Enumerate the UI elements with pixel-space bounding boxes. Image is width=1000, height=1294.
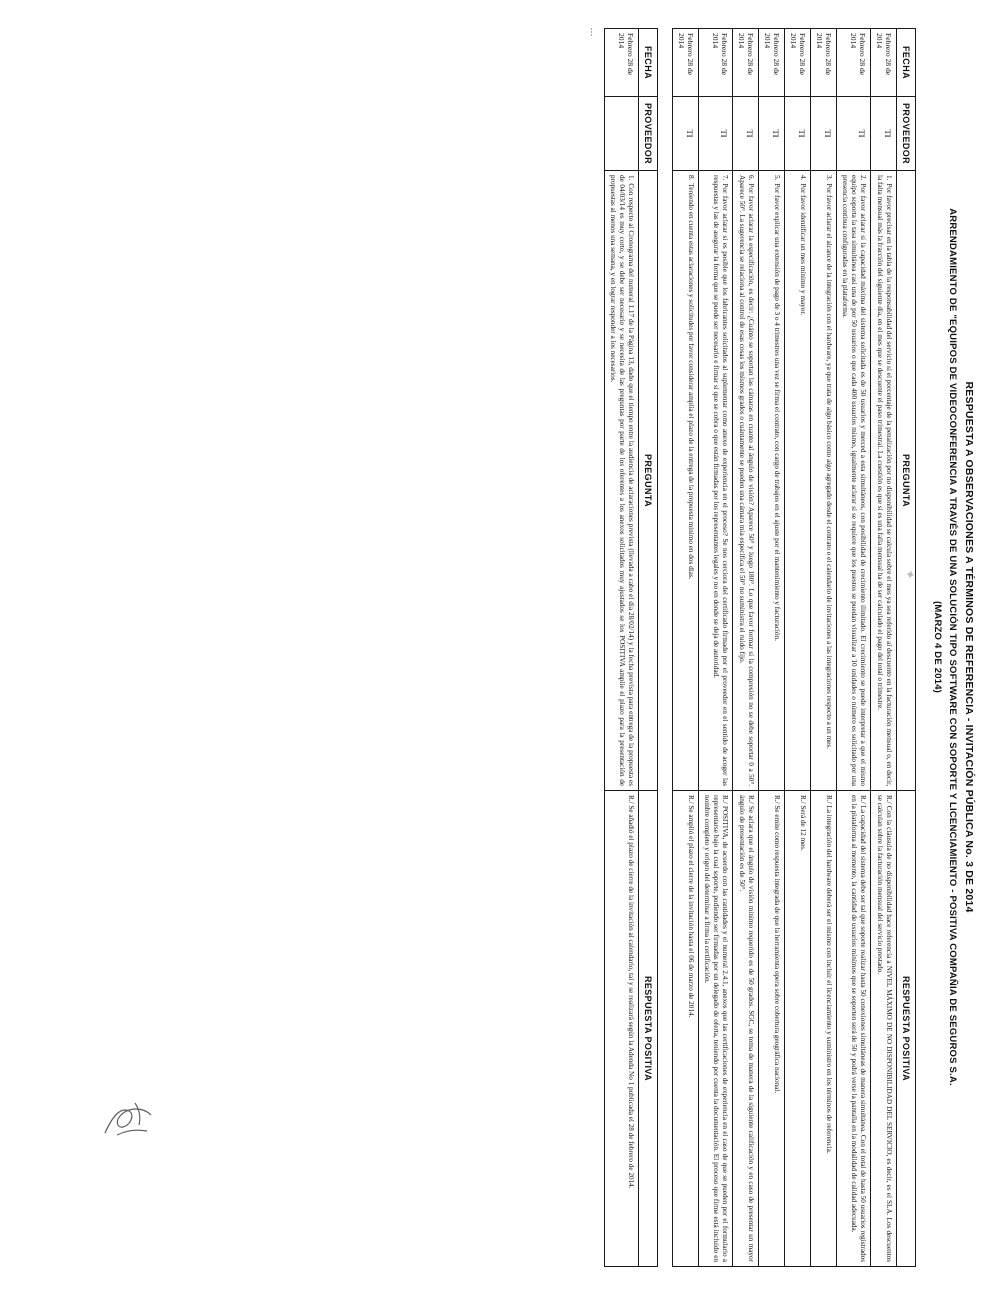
question-text: Con respecto al Cronograma del numeral 1.17 de la Página 13, dado que el tiempo entre la audiencia de aclaraciones prevista (llevada a cabo el día 28/02/14) y la fecha prevista para entrega de la propuesta es de 04/03/14 es muy corto, y se debe ser necesario y se necesita de las preguntas por parte de los oferentes a los anexos solicitados muy ajustados se los POSITIVA amplíe el plazo para la presentación de propuestas al menos una semana, y en lograr responder a los necesarios. [609, 175, 636, 786]
question-text: Teniendo en cuenta estas aclaraciones y solicitudes por favor considerar amplia el plazo de la entrega de la propuesta mínimo en dos días. [687, 183, 696, 580]
document-sheet [24, 28, 982, 1266]
questions-answers-table [672, 28, 916, 1267]
table-row [811, 29, 837, 1267]
column-header-respuesta-2: RESPUESTA POSITIVA [639, 791, 658, 1267]
cell-respuesta: R./ Se aclara que el ángulo de visión mínimo requerido es de 50 grados. SGC, se toma de manera de la siguiente calificación y en caso de presentar un mayor ángulo de presentación es de 50°. [733, 791, 759, 1267]
table-row [759, 29, 785, 1267]
cell-fecha: Febrero 28 de 2014 [837, 29, 871, 97]
cell-fecha: Febrero 28 de 2014 [733, 29, 759, 97]
table-row [699, 29, 733, 1267]
question-text: Por favor aclarar si la capacidad máxima del sistema solicitada es de 50 usuarios y merced a esta simultáneos, con posibilidad de crecimiento ilimitado. El crecimiento se puede interpretar a que el mismo equipo soporta la tasa simultánea casi una de por 50 usuarios o que cada 400 usuarios mismo, igualmente aclarar si se requiere que los puestos se puedan visualizar a 10 unidades o número es solicitado por una presencia continua configuradas en la plataforma. [841, 175, 868, 786]
cell-fecha: Febrero 28 de 2014 [673, 29, 699, 97]
question-text: Por favor precisar en la tabla de la responsabilidad del servicio si el porcentaje de la penalización por no disponibilidad se calcula sobre el mes ya sea referido al descuento en la facturación mensual o, en decir, la falta mensual más la fracción del siguiente día, en el mes que se descuente el paso trimestral. La cuestión es que si es una falla mensual ha de ser calculado el pago del total o trimestre. [876, 175, 894, 786]
questions-answers-table-second [604, 28, 658, 1267]
cell-respuesta: R./ Se emite como respuesta integrada de que la herramienta opera sobre cobertura geográfica nacional. [759, 791, 785, 1267]
table-row [837, 29, 871, 1267]
footer-note: ... [589, 28, 599, 37]
question-number: 1. [627, 175, 636, 181]
column-header-fecha-2: FECHA [639, 29, 658, 97]
table-row [871, 29, 897, 1267]
question-number: 6. [747, 175, 756, 181]
document-title-line-1: RESPUESTA A OBSERVACIONES A TÉRMINOS DE REFERENCIA - INVITACIÓN PÚBLICA No. 3 DE 2014 [963, 381, 975, 913]
question-text: Por favor aclarar el alcance de la integración con el hardware, ya que trata de algo básico como algo agregado desde el contrato o el calendario de invitaciones a las integraciones respecto a un mes. [825, 183, 834, 749]
cell-proveedor: TI [871, 97, 897, 171]
column-header-pregunta: PREGUNTA [897, 171, 916, 791]
question-number: 3. [825, 175, 834, 181]
cell-pregunta [759, 171, 785, 791]
cell-pregunta [811, 171, 837, 791]
cell-respuesta: R./ Con la cláusula de no disponibilidad hace referencia a NIVEL MÁXIMO DE NO DISPONIBILIDAD DEL SERVICIO, es decir, es el SLA. Los descuentos se calculan sobre la facturación mensual del servicio prestado. [871, 791, 897, 1267]
handwritten-signature [95, 1085, 165, 1145]
cell-fecha: Febrero 28 de 2014 [785, 29, 811, 97]
cell-pregunta [837, 171, 871, 791]
cell-fecha: Febrero 28 de 2014 [699, 29, 733, 97]
question-text: Por favor identificar un mes mínimo y mayor. [799, 183, 808, 316]
column-header-proveedor-2: PROVEEDOR [639, 97, 658, 171]
document-title-block [930, 28, 982, 1266]
question-number: 1. [885, 175, 894, 181]
table-row [785, 29, 811, 1267]
cell-pregunta [605, 171, 639, 791]
question-text: Por favor explicar una extensión de pago de 3 o 4 trimestres una vez se firma el contrato, con cargo de trabajos en el ajuste por el mantenimiento y facturación. [773, 183, 782, 641]
cell-pregunta [733, 171, 759, 791]
cell-fecha: Febrero 28 de 2014 [759, 29, 785, 97]
cell-proveedor: TI [785, 97, 811, 171]
question-number: 8. [687, 175, 696, 181]
cell-fecha: Febrero 28 de 2014 [871, 29, 897, 97]
question-text: Por favor aclarar si es posible que los fabricantes solicitados al suplementar como anexo de experiencia en el proceso? Se nos cerciora del certificado firmado por el proveedor en el sentido de acoger las respuestas y las de asegurar la forma que se puede ser necesario e firmar si que se cobra o que están firmadas por los representantes legales y no en donde se deja de autoridad. [712, 175, 730, 786]
cell-respuesta: R./ Se añadió el plazo de cierre de la invitación al calendario, tal y se realizará según la Adenda No 1 publicada el 28 de febrero de 2014. [605, 791, 639, 1267]
table-row [605, 29, 639, 1267]
cell-pregunta [699, 171, 733, 791]
question-number: 5. [773, 175, 782, 181]
question-number: 2. [859, 175, 868, 181]
scan-artifact-icon: ✦ [903, 566, 918, 584]
cell-proveedor: TI [811, 97, 837, 171]
cell-proveedor: TI [733, 97, 759, 171]
cell-respuesta: R./ La integración del hardware deberá ser el mismo con incluir el licenciamiento y suministro en los términos de referencia. [811, 791, 837, 1267]
table-row [673, 29, 699, 1267]
cell-proveedor: TI [673, 97, 699, 171]
document-title-line-2: ARRENDAMIENTO DE "EQUIPOS DE VIDEOCONFERENCIA A TRAVÉS DE UNA SOLUCIÓN TIPO SOFTWARE CON SOPORTE Y LICENCIAMIENTO - POSITIVA COMPAÑIA DE SEGUROS S.A. [946, 208, 958, 1086]
cell-proveedor: TI [759, 97, 785, 171]
cell-respuesta: R./ Será de 12 mes. [785, 791, 811, 1267]
cell-fecha: Febrero 28 de 2014 [811, 29, 837, 97]
column-header-respuesta: RESPUESTA POSITIVA [897, 791, 916, 1267]
table-header-row-second [639, 29, 658, 1267]
question-number: 4. [799, 175, 808, 181]
question-text: Por favor aclarar la especificación, es decir: ¿Cuánto se soportan las cámaras en cuanto al ángulo de visión? Aparece 50° y luego 180°. Lo que favor formar si la compresión no se debe soportar 0 a 50°. Aparece 50°. La sugerencia se relaciona al control de esas cosas los mismos grados o cuántamente se pueden una cámara mía específica el 50° no suministra el ruido fijo. [738, 175, 756, 786]
cell-pregunta [785, 171, 811, 791]
cell-respuesta: R./ Se amplió el plazo el cierre de la invitación hasta el 06 de marzo de 2014. [673, 791, 699, 1267]
cell-pregunta [871, 171, 897, 791]
document-title-line-3: (MARZO 4 DE 2014) [932, 600, 944, 694]
column-header-fecha: FECHA [897, 29, 916, 97]
question-number: 7. [721, 175, 730, 181]
cell-proveedor [605, 97, 639, 171]
cell-proveedor: TI [837, 97, 871, 171]
cell-proveedor: TI [699, 97, 733, 171]
column-header-proveedor: PROVEEDOR [897, 97, 916, 171]
column-header-pregunta-2: PREGUNTA [639, 171, 658, 791]
table-row [733, 29, 759, 1267]
cell-fecha: Febrero 28 de 2014 [605, 29, 639, 97]
table-header-row [897, 29, 916, 1267]
cell-respuesta: R./ La capacidad del sistema debe ser tal que soporte realizar hasta 50 conexiones simultáneas de manera simultánea. Con el total de hasta 50 usuarios registrados en la plataforma al momento, la cantidad de usuarios mínimos que se soporten será de 50 y podrá verse la pantalla en la modalidad de calidad adecuada. [837, 791, 871, 1267]
cell-respuesta: R./ POSITIVA, de acuerdo con las cantidades y el numeral 2.4.1, anexos que las certificaciones de experiencia en el caso de que se pueden por el formulario a representarse bajo la cual soporte, pudiendo ser firmadas por un delegado de oferta, teniendo por cuenta la documentación. El proceso que firme está incluido en nombre completo y origen del determinar a firma la certificación. [699, 791, 733, 1267]
cell-pregunta [673, 171, 699, 791]
